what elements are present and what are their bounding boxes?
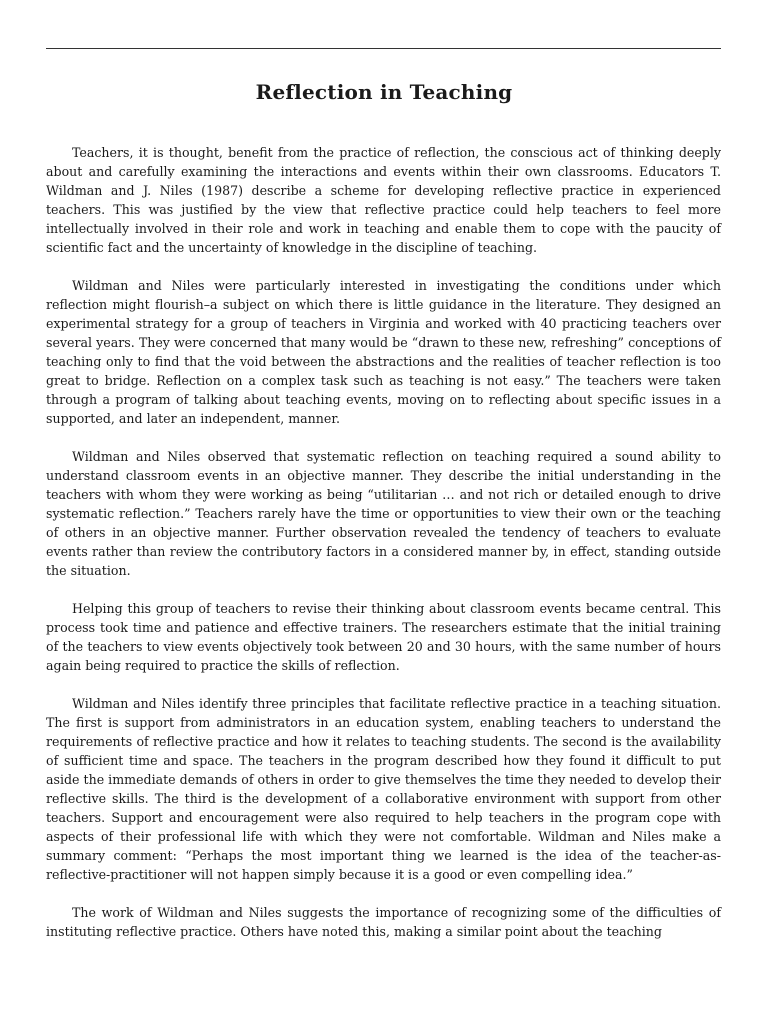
document-title: Reflection in Teaching: [255, 80, 513, 104]
paragraph-4: Helping this group of teachers to revise their thinking about classroom events became central. This process took time and patience and effective trainers. The researchers estimate that the initial training of the teachers to view events objectively took between 20 and 30 hours, with the same number of hours again being required to practice the skills of reflection.: [46, 601, 721, 673]
paragraph-3: Wildman and Niles observed that systematic reflection on teaching required a sound ability to understand classroom events in an objective manner. They describe the initial understanding in the teachers with whom they were working as being “utilitarian … and not rich or detailed enough to drive systematic reflection.” Teachers rarely have the time or opportunities to view their own or the teaching of others in an objective manner. Further observation revealed the tendency of teachers to evaluate events rather than review the contributory factors in a considered manner by, in effect, standing outside the situation.: [46, 449, 721, 578]
document-body: [46, 143, 721, 960]
paragraph-5: Wildman and Niles identify three principles that facilitate reflective practice in a teaching situation. The first is support from administrators in an education system, enabling teachers to understand the requirements of reflective practice and how it relates to teaching students. The second is the availability of sufficient time and space. The teachers in the program described how they found it difficult to put aside the immediate demands of others in order to give themselves the time they needed to develop their reflective skills. The third is the development of a collaborative environment with support from other teachers. Support and encouragement were also required to help teachers in the program cope with aspects of their professional life with which they were not comfortable. Wildman and Niles make a summary comment: “Perhaps the most important thing we learned is the idea of the teacher-as-reflective-practitioner will not happen simply because it is a good or even compelling idea.”: [46, 696, 721, 882]
paragraph-2: Wildman and Niles were particularly interested in investigating the conditions under which reflection might flourish–a subject on which there is little guidance in the literature. They designed an experimental strategy for a group of teachers in Virginia and worked with 40 practicing teachers over several years. They were concerned that many would be “drawn to these new, refreshing” conceptions of teaching only to find that the void between the abstractions and the realities of teacher reflection is too great to bridge. Reflection on a complex task such as teaching is not easy.” The teachers were taken through a program of talking about teaching events, moving on to reflecting about specific issues in a supported, and later an independent, manner.: [46, 278, 721, 426]
header-rule: [46, 48, 721, 49]
paragraph-6: The work of Wildman and Niles suggests the importance of recognizing some of the difficulties of instituting reflective practice. Others have noted this, making a similar point about the teaching: [46, 905, 721, 939]
paragraph-1: Teachers, it is thought, benefit from the practice of reflection, the conscious act of thinking deeply about and carefully examining the interactions and events within their own classrooms. Educators T. Wildman and J. Niles (1987) describe a scheme for developing reflective practice in experienced teachers. This was justified by the view that reflective practice could help teachers to feel more intellectually involved in their role and work in teaching and enable them to cope with the paucity of scientific fact and the uncertainty of knowledge in the discipline of teaching.: [46, 145, 721, 255]
